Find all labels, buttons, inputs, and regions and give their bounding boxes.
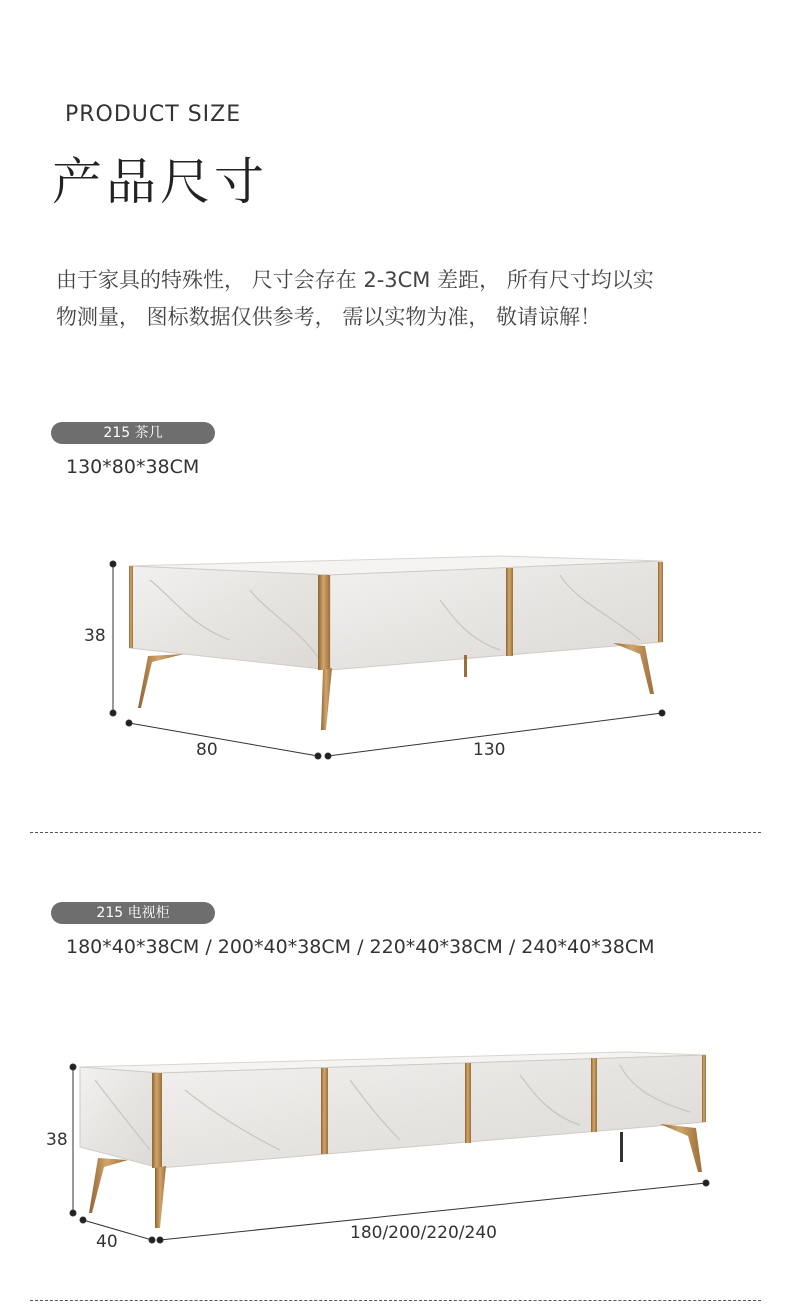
product-2-dimensions: 180*40*38CM / 200*40*38CM / 220*40*38CM / 240*40*38CM [66, 936, 655, 958]
size-notice-line-1: 由于家具的特殊性， 尺寸会存在 2-3CM 差距， 所有尺寸均以实 [56, 268, 654, 292]
coffee-table-body [129, 556, 663, 730]
tv-cabinet-body [80, 1052, 706, 1228]
tv-cabinet-width-label: 180/200/220/240 [350, 1223, 497, 1243]
tv-cabinet-height-label: 38 [46, 1130, 68, 1150]
product-2-name-badge: 215 电视柜 [51, 902, 215, 924]
coffee-table-depth-label: 80 [196, 740, 218, 760]
product-1-dimensions: 130*80*38CM [66, 456, 200, 478]
section-divider-bottom [30, 1300, 761, 1301]
section-eyebrow: PRODUCT SIZE [65, 102, 242, 127]
size-notice-line-2: 物测量， 图标数据仅供参考， 需以实物为准， 敬请谅解！ [56, 305, 602, 329]
page-title: 产品尺寸 [52, 153, 268, 211]
tv-cabinet-depth-label: 40 [96, 1232, 118, 1252]
section-divider [30, 832, 761, 833]
coffee-table-height-label: 38 [84, 626, 106, 646]
product-1-name-badge: 215 茶几 [51, 422, 215, 444]
coffee-table-width-label: 130 [473, 740, 506, 760]
